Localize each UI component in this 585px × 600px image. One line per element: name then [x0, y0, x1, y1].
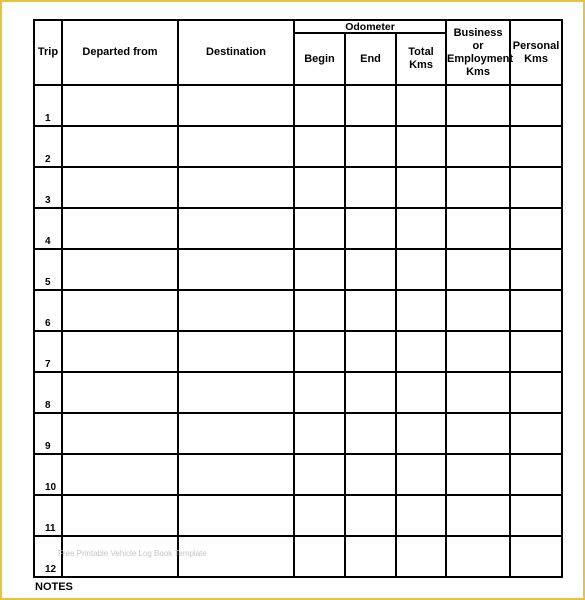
destination-cell[interactable]	[178, 126, 294, 167]
destination-cell[interactable]	[178, 167, 294, 208]
business-kms-cell[interactable]	[446, 208, 510, 249]
odometer-begin-cell[interactable]	[294, 126, 345, 167]
trip-number: 8	[34, 372, 62, 413]
trip-number: 1	[34, 85, 62, 126]
total-kms-cell[interactable]	[396, 372, 446, 413]
departed-from-cell[interactable]	[62, 331, 178, 372]
table-row	[34, 126, 562, 167]
total-kms-cell[interactable]	[396, 413, 446, 454]
personal-kms-cell[interactable]	[510, 85, 562, 126]
total-kms-cell[interactable]	[396, 208, 446, 249]
odometer-begin-cell[interactable]	[294, 536, 345, 577]
header-end: End	[345, 33, 396, 85]
departed-from-cell[interactable]	[62, 249, 178, 290]
header-row-top	[34, 20, 562, 33]
odometer-end-cell[interactable]	[345, 454, 396, 495]
trip-number: 4	[34, 208, 62, 249]
odometer-end-cell[interactable]	[345, 331, 396, 372]
trip-number: 2	[34, 126, 62, 167]
header-odometer: Odometer	[294, 20, 446, 33]
odometer-begin-cell[interactable]	[294, 413, 345, 454]
odometer-end-cell[interactable]	[345, 536, 396, 577]
header-trip: Trip	[34, 20, 62, 85]
odometer-begin-cell[interactable]	[294, 454, 345, 495]
header-business-kms: Business or Employment Kms	[446, 20, 510, 85]
business-kms-cell[interactable]	[446, 126, 510, 167]
trip-number: 9	[34, 413, 62, 454]
odometer-end-cell[interactable]	[345, 126, 396, 167]
odometer-begin-cell[interactable]	[294, 495, 345, 536]
trip-log-table	[33, 19, 563, 578]
total-kms-cell[interactable]	[396, 126, 446, 167]
header-personal-kms: Personal Kms	[510, 20, 562, 85]
header-begin: Begin	[294, 33, 345, 85]
odometer-end-cell[interactable]	[345, 495, 396, 536]
personal-kms-cell[interactable]	[510, 249, 562, 290]
table-row	[34, 413, 562, 454]
odometer-begin-cell[interactable]	[294, 85, 345, 126]
destination-cell[interactable]	[178, 249, 294, 290]
header-departed-from: Departed from	[62, 20, 178, 85]
departed-from-cell[interactable]	[62, 85, 178, 126]
personal-kms-cell[interactable]	[510, 495, 562, 536]
watermark-text: Free Printable Vehicle Log Book Template	[58, 549, 207, 558]
odometer-begin-cell[interactable]	[294, 167, 345, 208]
destination-cell[interactable]	[178, 372, 294, 413]
personal-kms-cell[interactable]	[510, 536, 562, 577]
odometer-begin-cell[interactable]	[294, 208, 345, 249]
destination-cell[interactable]	[178, 331, 294, 372]
business-kms-cell[interactable]	[446, 372, 510, 413]
odometer-begin-cell[interactable]	[294, 249, 345, 290]
odometer-end-cell[interactable]	[345, 167, 396, 208]
total-kms-cell[interactable]	[396, 536, 446, 577]
personal-kms-cell[interactable]	[510, 331, 562, 372]
table-row	[34, 167, 562, 208]
personal-kms-cell[interactable]	[510, 413, 562, 454]
business-kms-cell[interactable]	[446, 167, 510, 208]
business-kms-cell[interactable]	[446, 454, 510, 495]
total-kms-cell[interactable]	[396, 331, 446, 372]
header-total-kms: Total Kms	[396, 33, 446, 85]
personal-kms-cell[interactable]	[510, 167, 562, 208]
notes-label: NOTES	[35, 581, 73, 593]
total-kms-cell[interactable]	[396, 495, 446, 536]
header-destination: Destination	[178, 20, 294, 85]
departed-from-cell[interactable]	[62, 413, 178, 454]
odometer-end-cell[interactable]	[345, 413, 396, 454]
business-kms-cell[interactable]	[446, 85, 510, 126]
table-row	[34, 454, 562, 495]
destination-cell[interactable]	[178, 413, 294, 454]
odometer-begin-cell[interactable]	[294, 290, 345, 331]
destination-cell[interactable]	[178, 208, 294, 249]
personal-kms-cell[interactable]	[510, 372, 562, 413]
table-row	[34, 331, 562, 372]
personal-kms-cell[interactable]	[510, 290, 562, 331]
business-kms-cell[interactable]	[446, 249, 510, 290]
trip-number: 3	[34, 167, 62, 208]
odometer-end-cell[interactable]	[345, 372, 396, 413]
odometer-end-cell[interactable]	[345, 290, 396, 331]
personal-kms-cell[interactable]	[510, 126, 562, 167]
business-kms-cell[interactable]	[446, 495, 510, 536]
destination-cell[interactable]	[178, 85, 294, 126]
personal-kms-cell[interactable]	[510, 454, 562, 495]
trip-number: 11	[34, 495, 62, 536]
table-row	[34, 290, 562, 331]
departed-from-cell[interactable]	[62, 290, 178, 331]
odometer-end-cell[interactable]	[345, 85, 396, 126]
total-kms-cell[interactable]	[396, 167, 446, 208]
total-kms-cell[interactable]	[396, 290, 446, 331]
trip-number: 10	[34, 454, 62, 495]
total-kms-cell[interactable]	[396, 249, 446, 290]
total-kms-cell[interactable]	[396, 454, 446, 495]
table-row	[34, 249, 562, 290]
trip-number: 5	[34, 249, 62, 290]
table-row	[34, 495, 562, 536]
business-kms-cell[interactable]	[446, 536, 510, 577]
total-kms-cell[interactable]	[396, 85, 446, 126]
departed-from-cell[interactable]	[62, 208, 178, 249]
trip-number: 12	[34, 536, 62, 577]
table-row	[34, 208, 562, 249]
table-row	[34, 85, 562, 126]
odometer-end-cell[interactable]	[345, 249, 396, 290]
table-row	[34, 372, 562, 413]
departed-from-cell[interactable]	[62, 454, 178, 495]
business-kms-cell[interactable]	[446, 290, 510, 331]
odometer-end-cell[interactable]	[345, 208, 396, 249]
departed-from-cell[interactable]	[62, 126, 178, 167]
business-kms-cell[interactable]	[446, 331, 510, 372]
destination-cell[interactable]	[178, 454, 294, 495]
departed-from-cell[interactable]	[62, 372, 178, 413]
business-kms-cell[interactable]	[446, 413, 510, 454]
trip-number: 6	[34, 290, 62, 331]
destination-cell[interactable]	[178, 290, 294, 331]
destination-cell[interactable]	[178, 495, 294, 536]
personal-kms-cell[interactable]	[510, 208, 562, 249]
departed-from-cell[interactable]	[62, 167, 178, 208]
trip-number: 7	[34, 331, 62, 372]
odometer-begin-cell[interactable]	[294, 331, 345, 372]
departed-from-cell[interactable]	[62, 495, 178, 536]
odometer-begin-cell[interactable]	[294, 372, 345, 413]
